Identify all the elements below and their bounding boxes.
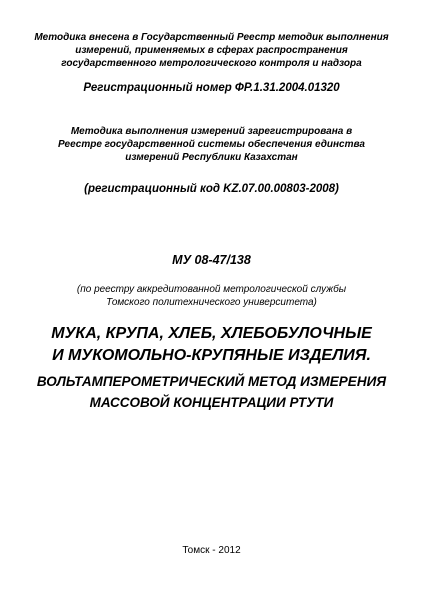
title-line-2: И МУКОМОЛЬНО-КРУПЯНЫЕ ИЗДЕЛИЯ. xyxy=(52,347,371,364)
place-year: Томск - 2012 xyxy=(182,545,241,556)
kazakhstan-line-1: Методика выполнения измерений зарегистрирована в xyxy=(70,126,353,137)
registration-code: (регистрационный код KZ.07.00.00803-2008) xyxy=(84,183,339,195)
registry-note-line-2: Томского политехнического университета) xyxy=(106,297,317,308)
register-line-1: Методика внесена в Государственный Реестр методик выполнения xyxy=(34,32,389,43)
subtitle-line-1: ВОЛЬТАМПЕРОМЕТРИЧЕСКИЙ МЕТОД ИЗМЕРЕНИЯ xyxy=(36,374,387,389)
registration-number: Регистрационный номер ФР.1.31.2004.01320 xyxy=(83,82,340,94)
document-code: МУ 08-47/138 xyxy=(172,253,251,267)
title-line-1: МУКА, КРУПА, ХЛЕБ, ХЛЕБОБУЛОЧНЫЕ xyxy=(51,325,372,342)
registry-note-line-1: (по реестру аккредитованной метрологической службы xyxy=(76,284,347,295)
subtitle-line-2: МАССОВОЙ КОНЦЕНТРАЦИИ РТУТИ xyxy=(89,395,334,410)
register-line-2: измерений, применяемых в сферах распространения xyxy=(75,45,348,56)
kazakhstan-line-3: измерений Республики Казахстан xyxy=(125,152,298,163)
register-line-3: государственного метрологического контроля и надзора xyxy=(61,58,362,69)
kazakhstan-line-2: Реестре государственной системы обеспечения единства xyxy=(58,139,365,150)
